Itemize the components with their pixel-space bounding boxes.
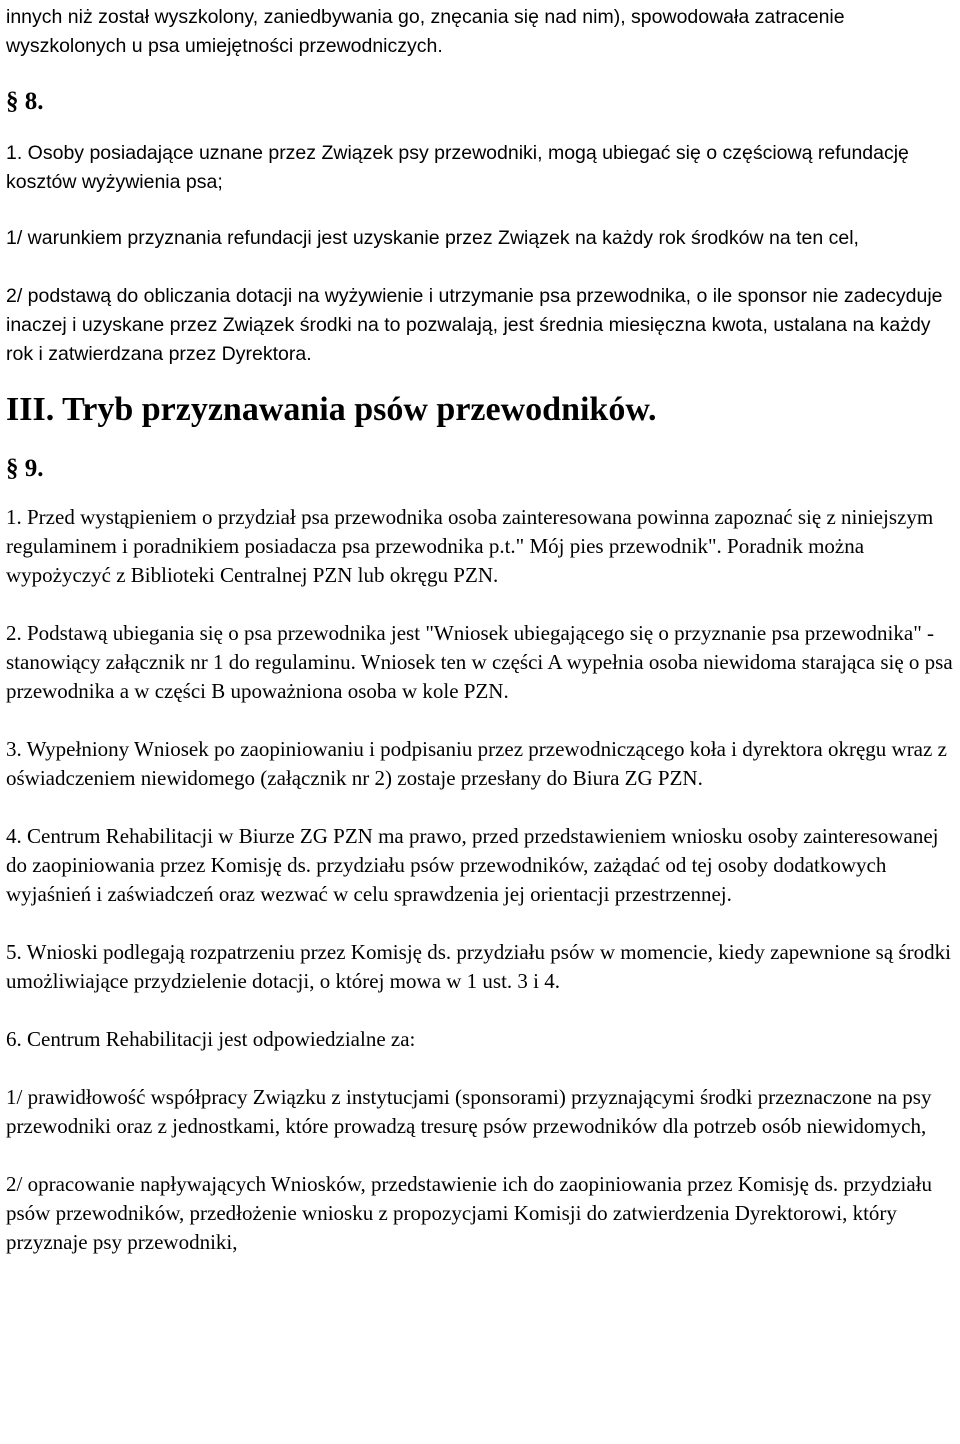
section-8-heading: § 8. bbox=[6, 88, 44, 115]
section-8-subpoint-1: 1/ warunkiem przyznania refundacji jest uzyskanie przez Związek na każdy rok środków na ten cel, bbox=[6, 227, 859, 249]
section-8-subpoint-2: 2/ podstawą do obliczania dotacji na wyżywienie i utrzymanie psa przewodnika, o ile sponsor nie zadecyduje inaczej i uzyskane przez Związek środki na to pozwalają, jest średnia miesięczna kwota, ustalana na każdy rok i zatwierdzana przez Dyrektora. bbox=[6, 285, 943, 365]
chapter-3-heading: III. Tryb przyznawania psów przewodników. bbox=[6, 391, 657, 428]
section-9-subpoint-2: 2/ opracowanie napływających Wniosków, przedstawienie ich do zaopiniowania przez Komisję ds. przydziału psów przewodników, przedłożenie wniosku z propozycjami Komisji do zatwierdzenia Dyrektorowi, który przyznaje psy przewodniki, bbox=[6, 1172, 933, 1254]
section-9-point-5: 5. Wnioski podlegają rozpatrzeniu przez Komisję ds. przydziału psów w momencie, kiedy zapewnione są środki umożliwiające przydzielenie dotacji, o której mowa w 1 ust. 3 i 4. bbox=[6, 940, 951, 993]
intro-paragraph: innych niż został wyszkolony, zaniedbywania go, znęcania się nad nim), spowodowała zatracenie wyszkolonych u psa umiejętności przewodniczych. bbox=[6, 6, 845, 57]
section-9-point-6: 6. Centrum Rehabilitacji jest odpowiedzialne za: bbox=[6, 1027, 416, 1051]
section-9-point-4: 4. Centrum Rehabilitacji w Biurze ZG PZN ma prawo, przed przedstawieniem wniosku osoby zainteresowanej do zaopiniowania przez Komisję ds. przydziału psów przewodników, zażądać od tej osoby dodatkowych wyjaśnień i zaświadczeń oraz wezwać w celu sprawdzenia jej orientacji przestrzennej. bbox=[6, 824, 939, 906]
section-9-point-1: 1. Przed wystąpieniem o przydział psa przewodnika osoba zainteresowana powinna zapoznać się z niniejszym regulaminem i poradnikiem posiadacza psa przewodnika p.t." Mój pies przewodnik". Poradnik można wypożyczyć z Biblioteki Centralnej PZN lub okręgu PZN. bbox=[6, 505, 934, 587]
section-8-point-1: 1. Osoby posiadające uznane przez Związek psy przewodniki, mogą ubiegać się o częściową refundację kosztów wyżywienia psa; bbox=[6, 142, 909, 193]
section-9-point-3: 3. Wypełniony Wniosek po zaopiniowaniu i podpisaniu przez przewodniczącego koła i dyrektora okręgu wraz z oświadczeniem niewidomego (załącznik nr 2) zostaje przesłany do Biura ZG PZN. bbox=[6, 737, 947, 790]
section-9-point-2: 2. Podstawą ubiegania się o psa przewodnika jest "Wniosek ubiegającego się o przyznanie psa przewodnika" - stanowiący załącznik nr 1 do regulaminu. Wniosek ten w części A wypełnia osoba niewidoma starająca się o psa przewodnika a w części B upoważniona osoba w kole PZN. bbox=[6, 621, 953, 703]
document-page bbox=[6, 0, 954, 1257]
section-9-heading: § 9. bbox=[6, 455, 44, 482]
section-9-subpoint-1: 1/ prawidłowość współpracy Związku z instytucjami (sponsorami) przyznającymi środki przeznaczone na psy przewodniki oraz z jednostkami, które prowadzą tresurę psów przewodników dla potrzeb osób niewidomych, bbox=[6, 1085, 932, 1138]
